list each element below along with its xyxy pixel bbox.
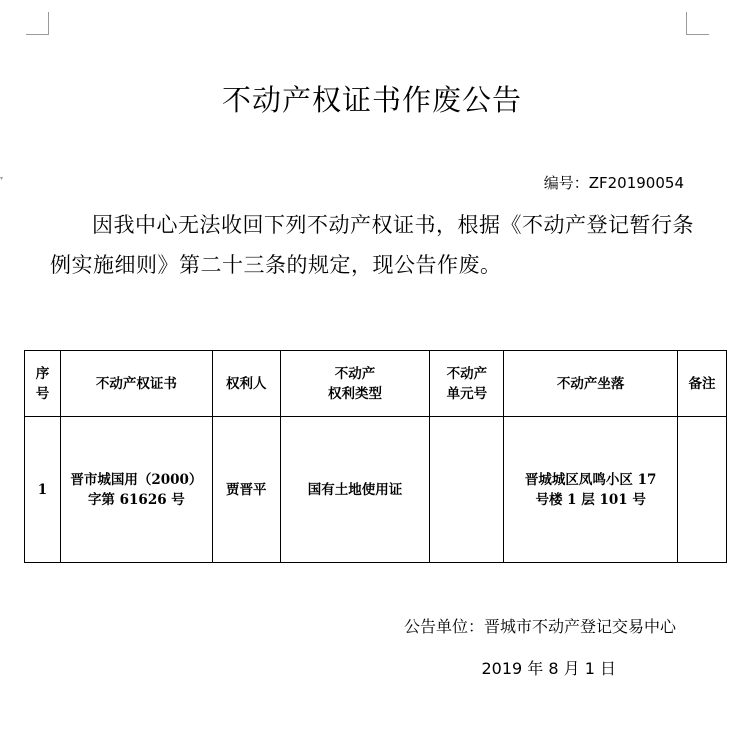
- certificate-table: [24, 350, 727, 563]
- header-owner: 权利人: [212, 351, 280, 417]
- cell-seq: 1: [25, 417, 61, 563]
- publisher-name: 晋城市不动产登记交易中心: [483, 617, 676, 636]
- cell-remarks: [678, 417, 727, 563]
- cell-certificate: 晋市城国用（2000） 字第 61626 号: [60, 417, 212, 563]
- crop-mark-top-left: [26, 12, 49, 35]
- serial-line: [544, 172, 684, 193]
- header-remarks: 备注: [678, 351, 727, 417]
- table-row: [25, 417, 727, 563]
- publisher-label: 公告单位：: [403, 617, 484, 636]
- crop-mark-top-right: [686, 12, 709, 35]
- header-location: 不动产坐落: [504, 351, 678, 417]
- header-seq: 序 号: [25, 351, 61, 417]
- page-title: 不动产权证书作废公告: [221, 83, 522, 117]
- header-right-type: 不动产 权利类型: [280, 351, 430, 417]
- header-certificate: 不动产权证书: [60, 351, 212, 417]
- publisher-line: [404, 614, 676, 637]
- cell-unit-no: [430, 417, 504, 563]
- notice-body: 因我中心无法收回下列不动产权证书，根据《不动产登记暂行条例实施细则》第二十三条的规定，现公告作废。: [50, 213, 694, 277]
- margin-marker-icon: ▾: [0, 175, 4, 182]
- cell-location: 晋城城区凤鸣小区 17 号楼 1 层 101 号: [504, 417, 678, 563]
- notice-date: 2019 年 8 月 1 日: [481, 659, 616, 678]
- cell-right-type: 国有土地使用证: [280, 417, 430, 563]
- table-header-row: [25, 351, 727, 417]
- cell-owner: 贾晋平: [212, 417, 280, 563]
- serial-label: 编号：: [543, 174, 589, 192]
- header-unit-no: 不动产 单元号: [430, 351, 504, 417]
- serial-number: ZF20190054: [588, 174, 684, 192]
